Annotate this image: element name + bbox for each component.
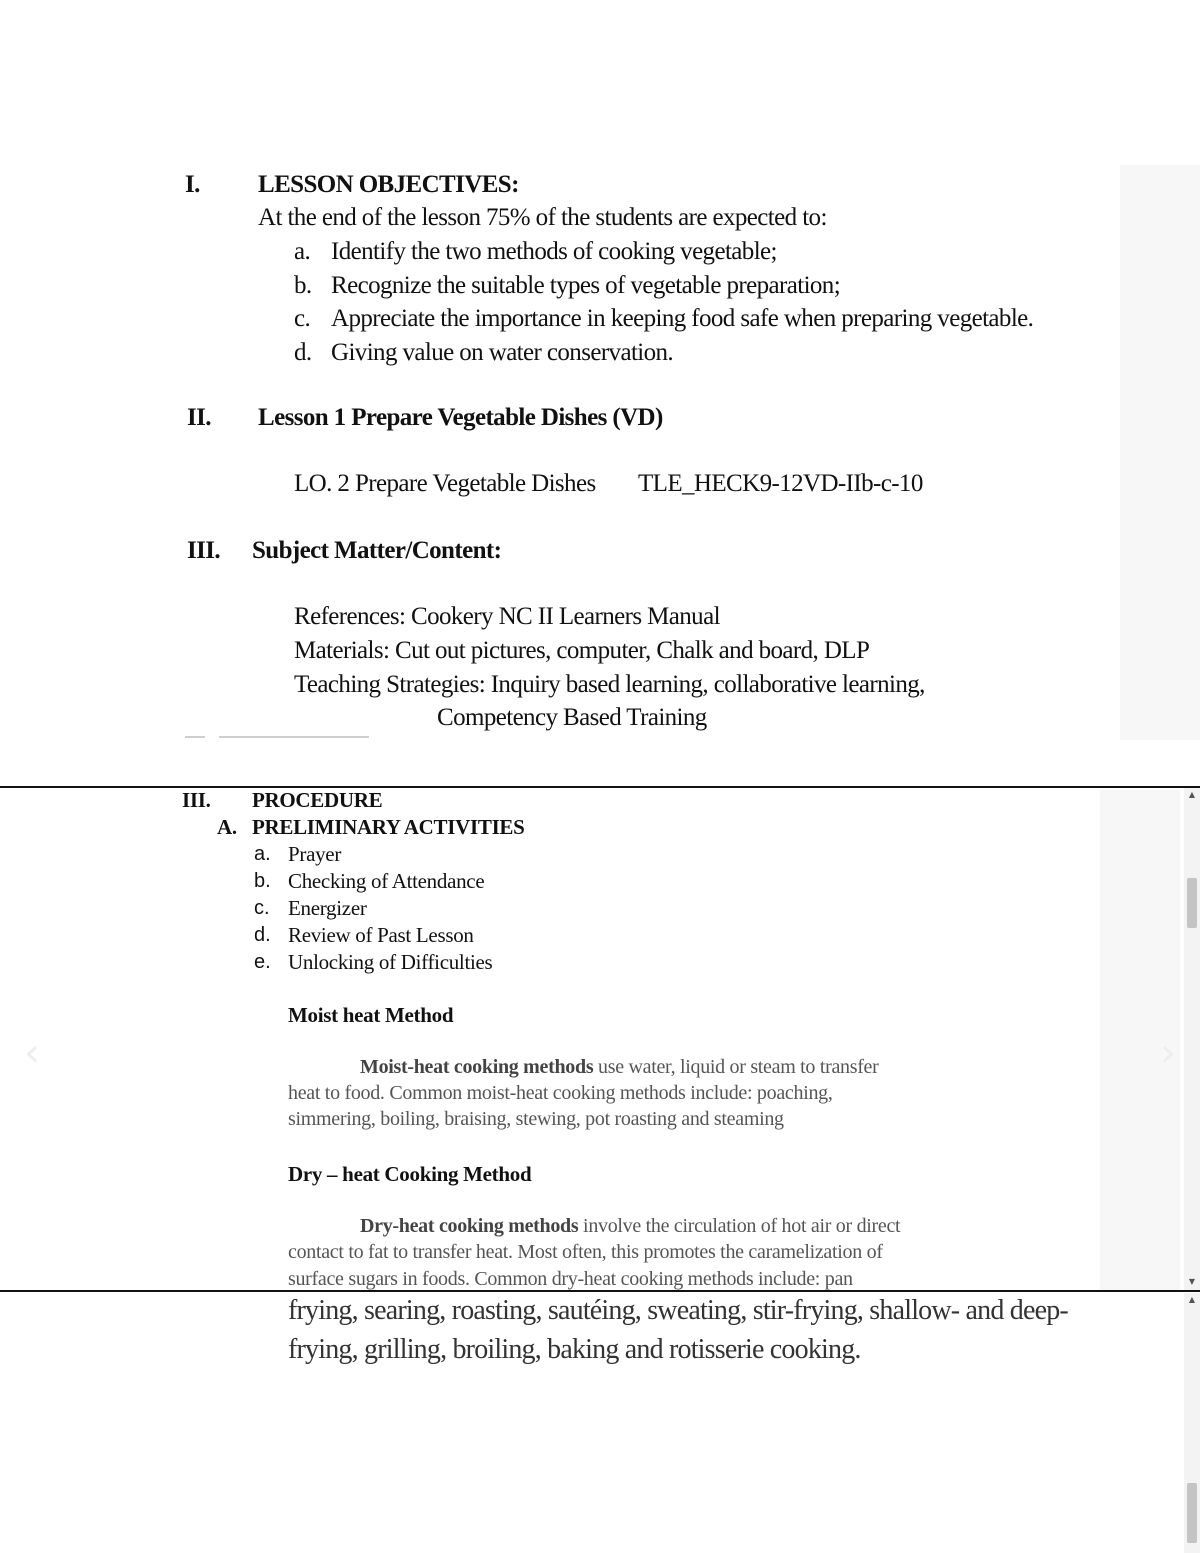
subsection-heading: PRELIMINARY ACTIVITIES	[252, 815, 525, 839]
activity-item: Unlocking of Difficulties	[288, 950, 493, 974]
activity-letter: c.	[254, 897, 270, 919]
subsection-letter: A.	[217, 815, 237, 839]
dry-heat-term: Dry-heat cooking methods	[360, 1215, 579, 1237]
prev-page-icon[interactable]: ‹	[24, 1030, 40, 1076]
activity-letter: e.	[254, 951, 271, 973]
section-numeral: II.	[187, 404, 211, 431]
cut-off-text-fragment	[185, 736, 405, 742]
list-item-letter: a.	[294, 238, 311, 265]
activity-letter: a.	[254, 843, 271, 865]
list-item-letter: c.	[294, 305, 311, 332]
section-heading: Subject Matter/Content:	[252, 537, 502, 564]
activity-item: Prayer	[288, 842, 342, 866]
activity-letter: d.	[254, 924, 271, 946]
moist-heat-paragraph-line: heat to food. Common moist-heat cooking methods include: poaching,	[288, 1082, 833, 1104]
moist-heat-paragraph-line: simmering, boiling, braising, stewing, pot roasting and steaming	[288, 1108, 784, 1130]
scrollbar[interactable]	[1184, 788, 1200, 1290]
activity-item: Review of Past Lesson	[288, 923, 474, 947]
list-item-letter: b.	[294, 272, 312, 299]
list-item: Identify the two methods of cooking vegetable;	[331, 238, 777, 265]
moist-heat-text: use water, liquid or steam to transfer	[593, 1056, 879, 1078]
moist-heat-term: Moist-heat cooking methods	[360, 1056, 594, 1078]
procedure-heading: PROCEDURE	[252, 788, 383, 812]
dry-heat-paragraph-line: contact to fat to transfer heat. Most often, this promotes the caramelization of	[288, 1241, 883, 1263]
procedure-numeral: III.	[182, 788, 211, 812]
list-item: Appreciate the importance in keeping food safe when preparing vegetable.	[331, 305, 1034, 332]
section-heading: Lesson 1 Prepare Vegetable Dishes (VD)	[258, 404, 663, 431]
competency-code: TLE_HECK9-12VD-IIb-c-10	[638, 470, 923, 497]
continuation-line: frying, grilling, broiling, baking and rotisserie cooking.	[288, 1334, 861, 1365]
moist-heat-paragraph-line	[360, 1056, 879, 1079]
section-heading: LESSON OBJECTIVES:	[258, 171, 519, 198]
dry-heat-paragraph-line	[360, 1215, 900, 1238]
learning-outcome: LO. 2 Prepare Vegetable Dishes	[294, 470, 596, 497]
panel-divider-bottom	[0, 1290, 1200, 1292]
list-item-letter: d.	[294, 339, 312, 366]
scroll-up-icon[interactable]: ▲	[1188, 1295, 1196, 1304]
dry-heat-paragraph-line: surface sugars in foods. Common dry-heat cooking methods include: pan	[288, 1268, 853, 1290]
list-item: Giving value on water conservation.	[331, 339, 674, 366]
moist-heat-title: Moist heat Method	[288, 1003, 454, 1027]
strategies-line: Teaching Strategies: Inquiry based learning, collaborative learning,	[294, 671, 925, 698]
activity-letter: b.	[254, 870, 271, 892]
page-margin-shade	[1120, 165, 1200, 740]
continuation-line: frying, searing, roasting, sautéing, sweating, stir-frying, shallow- and deep-	[288, 1295, 1068, 1326]
dry-heat-title: Dry – heat Cooking Method	[288, 1162, 532, 1186]
dry-heat-text: involve the circulation of hot air or direct	[578, 1215, 901, 1237]
activity-item: Checking of Attendance	[288, 869, 485, 893]
objectives-intro: At the end of the lesson 75% of the students are expected to:	[258, 204, 827, 231]
panel-divider-top	[0, 786, 1200, 788]
scrollbar-thumb[interactable]	[1187, 878, 1197, 928]
strategies-continued: Competency Based Training	[437, 704, 707, 731]
scrollbar-thumb[interactable]	[1187, 1483, 1197, 1543]
next-page-icon[interactable]: ›	[1160, 1030, 1176, 1076]
list-item: Recognize the suitable types of vegetable preparation;	[331, 272, 841, 299]
scroll-up-icon[interactable]: ▲	[1188, 790, 1196, 799]
activity-item: Energizer	[288, 896, 367, 920]
materials-line: Materials: Cut out pictures, computer, Chalk and board, DLP	[294, 637, 870, 664]
section-numeral: I.	[185, 171, 200, 198]
scroll-down-icon[interactable]: ▼	[1188, 1277, 1196, 1286]
references-line: References: Cookery NC II Learners Manual	[294, 603, 720, 630]
section-numeral: III.	[187, 537, 221, 564]
